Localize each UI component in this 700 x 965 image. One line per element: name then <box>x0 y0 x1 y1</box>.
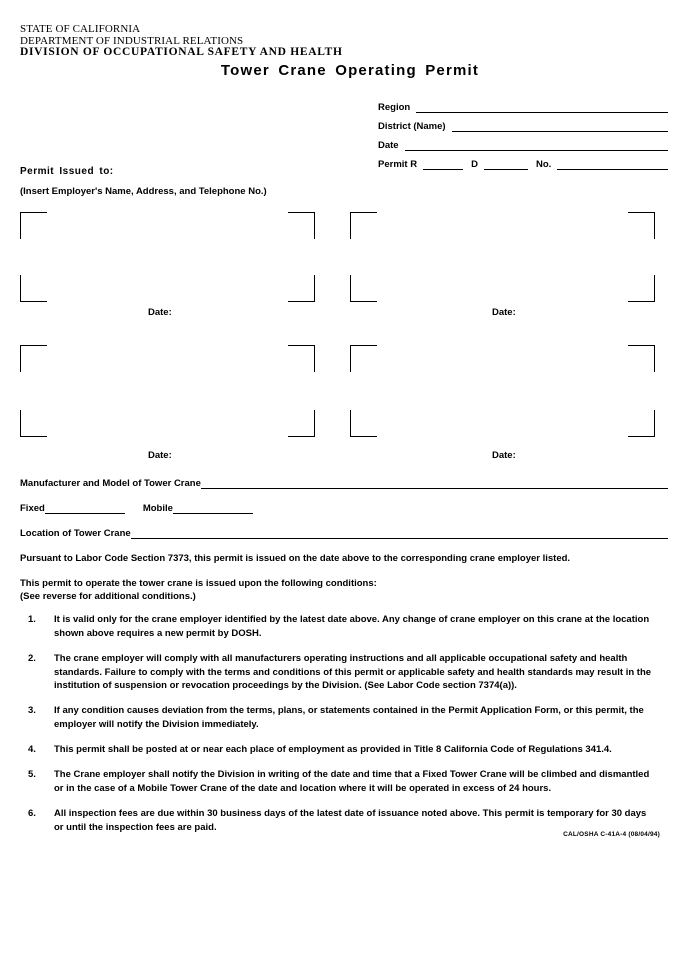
agency-line-department: DEPARTMENT OF INDUSTRIAL RELATIONS <box>20 34 244 47</box>
location-row <box>20 528 668 539</box>
corner-bottom-right <box>628 275 655 302</box>
corner-bottom-left <box>350 275 377 302</box>
manufacturer-row <box>20 478 668 489</box>
location-label: Location of Tower Crane <box>20 528 131 539</box>
employer-box-3-date-label: Date: <box>148 450 172 461</box>
condition-2-text: The crane employer will comply with all manufacturers operating instructions and all applicable occupational safety and health standards. Failure to comply with the terms and conditions of this permit or applicable safety and health standards may result in the institution of suspension or revocation proceedings by the Division. (See Labor Code section 7374(a)). <box>54 653 652 691</box>
corner-top-left <box>350 212 377 239</box>
district-input[interactable] <box>452 121 668 132</box>
fixed-mobile-row <box>20 503 253 514</box>
permit-no-label: No. <box>535 159 552 170</box>
employer-box-3[interactable] <box>20 345 315 437</box>
corner-top-left <box>350 345 377 372</box>
employer-box-2-date-label: Date: <box>492 307 516 318</box>
permit-r-input[interactable] <box>423 159 463 170</box>
condition-item-3 <box>28 704 654 731</box>
corner-bottom-right <box>628 410 655 437</box>
corner-bottom-left <box>20 275 47 302</box>
agency-line-division: DIVISION OF OCCUPATIONAL SAFETY AND HEALTH <box>20 46 343 58</box>
date-label: Date <box>378 140 399 151</box>
district-label: District (Name) <box>378 121 446 132</box>
agency-line-state: STATE OF CALIFORNIA <box>20 23 141 35</box>
corner-top-right <box>628 212 655 239</box>
condition-item-5 <box>28 768 654 795</box>
date-row <box>378 132 668 151</box>
pursuant-statement: Pursuant to Labor Code Section 7373, this permit is issued on the date above to the corresponding crane employer listed. <box>20 553 571 564</box>
form-code-footer: CAL/OSHA C-41A-4 (08/04/94) <box>563 831 660 838</box>
permit-r-label: Permit R <box>378 159 418 170</box>
agency-header <box>20 24 343 59</box>
district-row <box>378 113 668 132</box>
permit-d-input[interactable] <box>484 159 528 170</box>
corner-top-left <box>20 345 47 372</box>
permit-number-row <box>378 151 668 170</box>
corner-top-left <box>20 212 47 239</box>
condition-item-1 <box>28 613 654 640</box>
condition-item-2 <box>28 652 654 693</box>
condition-5-number: 5. <box>28 769 36 780</box>
fixed-label: Fixed <box>20 503 45 514</box>
mobile-input[interactable] <box>173 503 253 514</box>
condition-item-4 <box>28 743 654 757</box>
condition-5-text: The Crane employer shall notify the Division in writing of the date and time that a Fixed Tower Crane will be climbed and dismantled or in the case of a Mobile Tower Crane of the date and location where it will be operated in excess of 24 hours. <box>54 769 650 794</box>
corner-top-right <box>288 345 315 372</box>
manufacturer-label: Manufacturer and Model of Tower Crane <box>20 478 201 489</box>
condition-1-text: It is valid only for the crane employer identified by the latest date above. Any change of crane employer on this crane at the location shown above requires a new permit by DOSH. <box>54 614 650 639</box>
permit-d-label: D <box>471 159 478 170</box>
corner-bottom-right <box>288 275 315 302</box>
conditions-intro: This permit to operate the tower crane is issued upon the following conditions: <box>20 578 377 589</box>
permit-no-input[interactable] <box>557 159 668 170</box>
condition-3-number: 3. <box>28 705 36 716</box>
location-input[interactable] <box>131 528 668 539</box>
manufacturer-input[interactable] <box>201 478 668 489</box>
corner-top-right <box>628 345 655 372</box>
permit-issued-to-heading: Permit Issued to: <box>20 166 114 177</box>
fixed-input[interactable] <box>45 503 125 514</box>
corner-bottom-left <box>20 410 47 437</box>
condition-4-number: 4. <box>28 744 36 755</box>
condition-4-text: This permit shall be posted at or near each place of employment as provided in Title 8 California Code of Regulations 341.4. <box>54 744 612 755</box>
employer-box-2[interactable] <box>350 212 655 302</box>
employer-box-4-date-label: Date: <box>492 450 516 461</box>
corner-top-right <box>288 212 315 239</box>
condition-1-number: 1. <box>28 614 36 625</box>
region-row <box>378 94 668 113</box>
corner-bottom-right <box>288 410 315 437</box>
permit-identification-block <box>378 94 668 170</box>
see-reverse-note: (See reverse for additional conditions.) <box>20 591 196 602</box>
date-input[interactable] <box>405 140 668 151</box>
region-input[interactable] <box>416 102 668 113</box>
employer-box-4[interactable] <box>350 345 655 437</box>
condition-6-text: All inspection fees are due within 30 business days of the latest date of issuance noted above. This permit is temporary for 30 days or until the inspection fees are paid. <box>54 808 647 833</box>
region-label: Region <box>378 102 411 113</box>
mobile-label: Mobile <box>142 503 173 514</box>
employer-insert-note: (Insert Employer's Name, Address, and Telephone No.) <box>20 186 267 197</box>
condition-item-6 <box>28 807 654 834</box>
page-title: Tower Crane Operating Permit <box>220 62 480 79</box>
employer-box-1[interactable] <box>20 212 315 302</box>
employer-box-1-date-label: Date: <box>148 307 172 318</box>
condition-3-text: If any condition causes deviation from the terms, plans, or statements contained in the Permit Application Form, or this permit, the employer will notify the Division immediately. <box>54 705 644 730</box>
condition-2-number: 2. <box>28 653 36 664</box>
corner-bottom-left <box>350 410 377 437</box>
condition-6-number: 6. <box>28 808 36 819</box>
